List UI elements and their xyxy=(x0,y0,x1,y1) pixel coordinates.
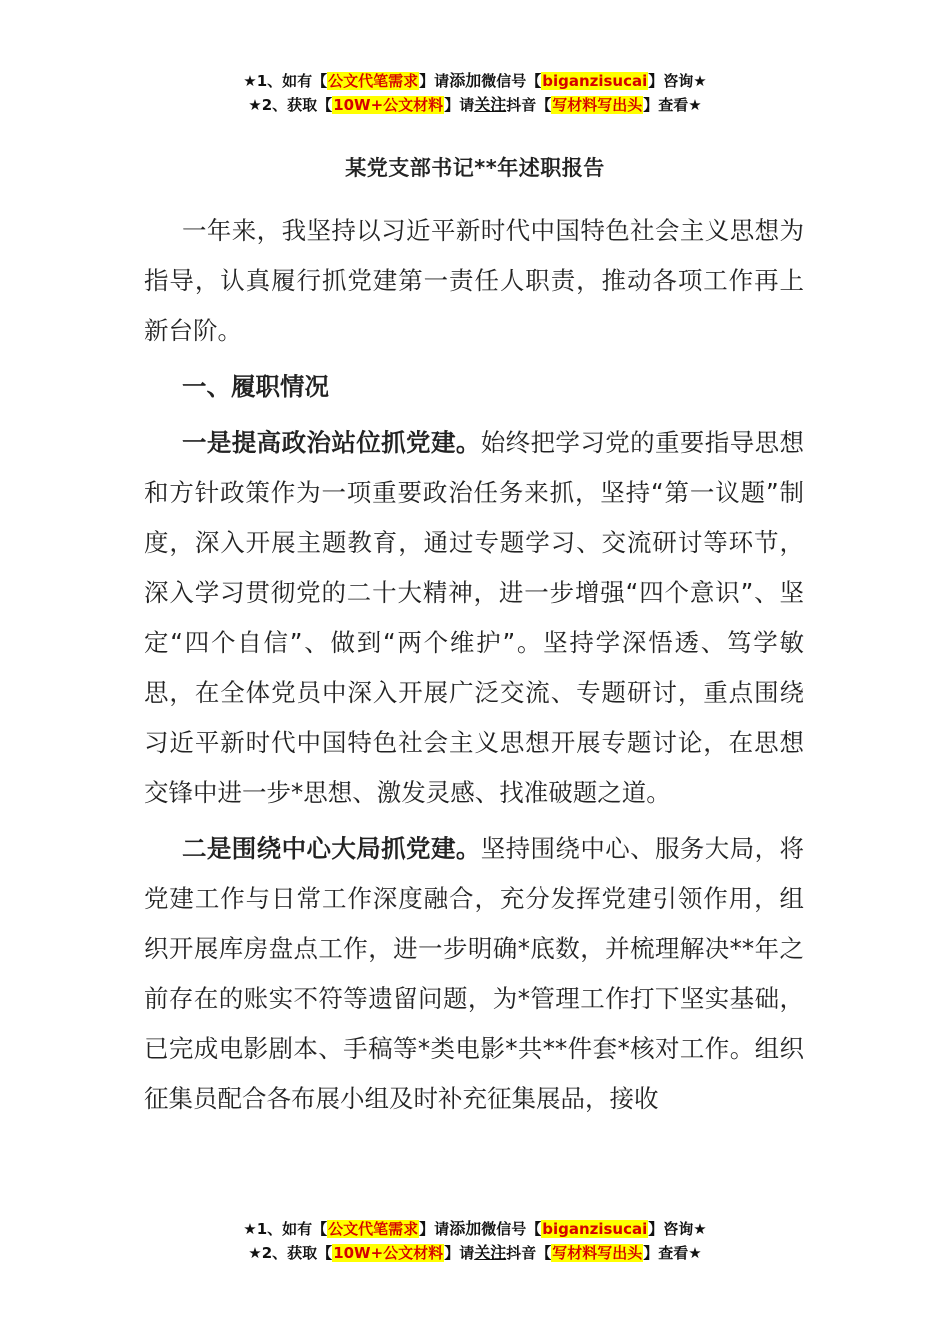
promo-douyin-id: 写材料写出头 xyxy=(552,1244,643,1262)
promo-line-1: ★1、如有【公文代笔需求】请添加微信号【biganzisucai】咨询★ xyxy=(243,1219,707,1238)
bottom-promo-banner xyxy=(0,1217,950,1265)
paragraph-political-standing: 一是提高政治站位抓党建。始终把学习党的重要指导思想和方针政策作为一项重要政治任务来抓，坚持“第一议题”制度，深入开展主题教育，通过专题学习、交流研讨等环节，深入学习贯彻党的二十大精神，进一步增强“四个意识”、坚定“四个自信”、做到“两个维护”。坚持学深悟透、笃学敏思，在全体党员中深入开展广泛交流、专题研讨，重点围绕习近平新时代中国特色社会主义思想开展专题讨论，在思想交锋中进一步*思想、激发灵感、找准破题之道。 xyxy=(144,428,804,807)
intro-paragraph: 一年来，我坚持以习近平新时代中国特色社会主义思想为指导，认真履行抓党建第一责任人职责，推动各项工作再上新台阶。 xyxy=(144,216,804,345)
section-heading: 一、履职情况 xyxy=(182,372,329,401)
paragraph-lead: 二是围绕中心大局抓党建。 xyxy=(182,834,481,863)
promo-wechat-id: biganzisucai xyxy=(542,1220,648,1238)
promo-line-1: ★1、如有【公文代笔需求】请添加微信号【biganzisucai】咨询★ xyxy=(243,71,707,90)
document-body xyxy=(144,206,804,1124)
promo-highlight: 10W+公文材料 xyxy=(333,96,444,114)
top-promo-banner xyxy=(0,69,950,117)
paragraph-central-work: 二是围绕中心大局抓党建。坚持围绕中心、服务大局，将党建工作与日常工作深度融合，充分发挥党建引领作用，组织开展库房盘点工作，进一步明确*底数，并梳理解决**年之前存在的账实不符等遗留问题，为*管理工作打下坚实基础，已完成电影剧本、手稿等*类电影*共**件套*核对工作。组织征集员配合各布展小组及时补充征集展品，接收 xyxy=(144,834,804,1113)
promo-douyin-id: 写材料写出头 xyxy=(552,96,643,114)
promo-line-2: ★2、获取【10W+公文材料】请关注抖音【写材料写出头】查看★ xyxy=(248,95,702,114)
promo-wechat-id: biganzisucai xyxy=(542,72,648,90)
promo-line-2: ★2、获取【10W+公文材料】请关注抖音【写材料写出头】查看★ xyxy=(248,1243,702,1262)
document-title: 某党支部书记**年述职报告 xyxy=(345,156,605,180)
promo-highlight: 公文代笔需求 xyxy=(328,72,419,90)
promo-highlight: 公文代笔需求 xyxy=(328,1220,419,1238)
promo-highlight: 10W+公文材料 xyxy=(333,1244,444,1262)
paragraph-lead: 一是提高政治站位抓党建。 xyxy=(182,428,481,457)
